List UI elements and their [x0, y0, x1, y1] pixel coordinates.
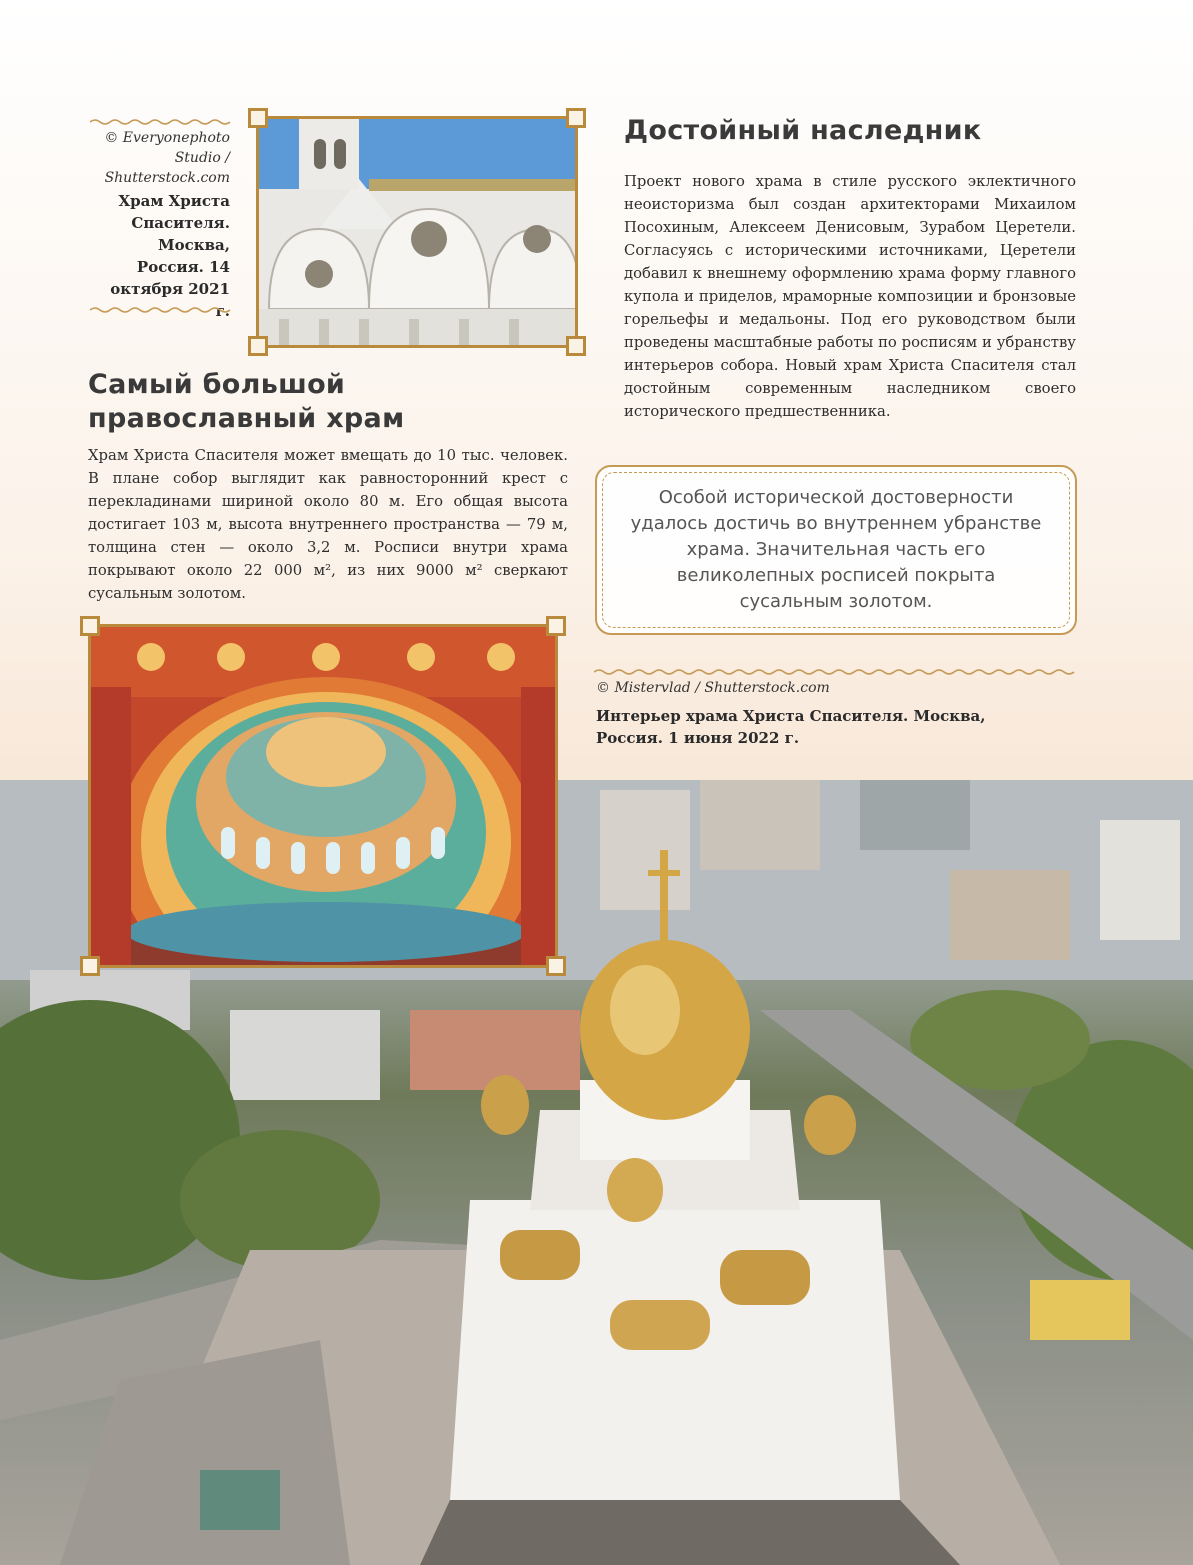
interior-photo-frame: [88, 624, 558, 968]
interior-caption-divider: [594, 668, 1078, 676]
frame-corner: [80, 616, 100, 636]
frame-corner: [566, 108, 586, 128]
caption-divider: [90, 306, 232, 314]
section-title-right: Достойный наследник: [624, 115, 982, 146]
section-title-left-line1: Самый большой: [88, 369, 346, 400]
frame-corner: [248, 336, 268, 356]
cathedral-facade-image: [259, 119, 578, 348]
frame-corner: [566, 336, 586, 356]
section-text-left: Храм Христа Спасителя может вмещать до 10 тыс. человек. В плане собор выглядит как равносторонний крест с перекладинами шириной около 80 м. Его общая высота достигает 103 м, высота внутреннего пространства — 79 м, толщина стен — около 3,2 м. Росписи внутри храма покрывают около 22 000 м², из них 9000 м² сверкают сусальным золотом.: [88, 447, 568, 602]
top-photo-caption: Храм Христа Спасителя. Москва, Россия. 14 октября 2021 г.: [110, 192, 230, 320]
frame-corner: [80, 956, 100, 976]
interior-photo-credit: © Mistervlad / Shutterstock.com: [596, 680, 830, 696]
frame-corner: [248, 108, 268, 128]
frame-corner: [546, 616, 566, 636]
frame-corner: [546, 956, 566, 976]
section-title-left: [88, 368, 558, 436]
quote-text: Особой исторической достоверности удалось достичь во внутреннем убранстве храма. Значительная часть его великолепных росписей покрыта сусальным золотом.: [630, 487, 1042, 612]
top-photo-frame: [256, 116, 578, 348]
caption-divider-top: [90, 118, 232, 126]
section-text-right: Проект нового храма в стиле русского эклектичного неоисторизма был создан архитекторами Михаилом Посохиным, Алексеем Денисовым, Зурабом Церетели. Согласуясь с историческими источниками, Церетели добавил к внешнему оформлению храма форму главного купола и приделов, мраморные композиции и бронзовые горельефы и медальоны. Под его руководством были проведены масштабные работы по росписям и убранству интерьеров собора. Новый храм Христа Спасителя стал достойным современным наследником своего исторического предшественника.: [624, 173, 1076, 420]
top-photo-credit: © Everyonephoto Studio / Shutterstock.com: [104, 130, 230, 186]
quote-box: [595, 465, 1077, 635]
interior-dome-image: [91, 627, 558, 968]
section-title-left-line2: православный храм: [88, 403, 405, 434]
interior-photo-caption: Интерьер храма Христа Спасителя. Москва, Россия. 1 июня 2022 г.: [596, 707, 986, 747]
